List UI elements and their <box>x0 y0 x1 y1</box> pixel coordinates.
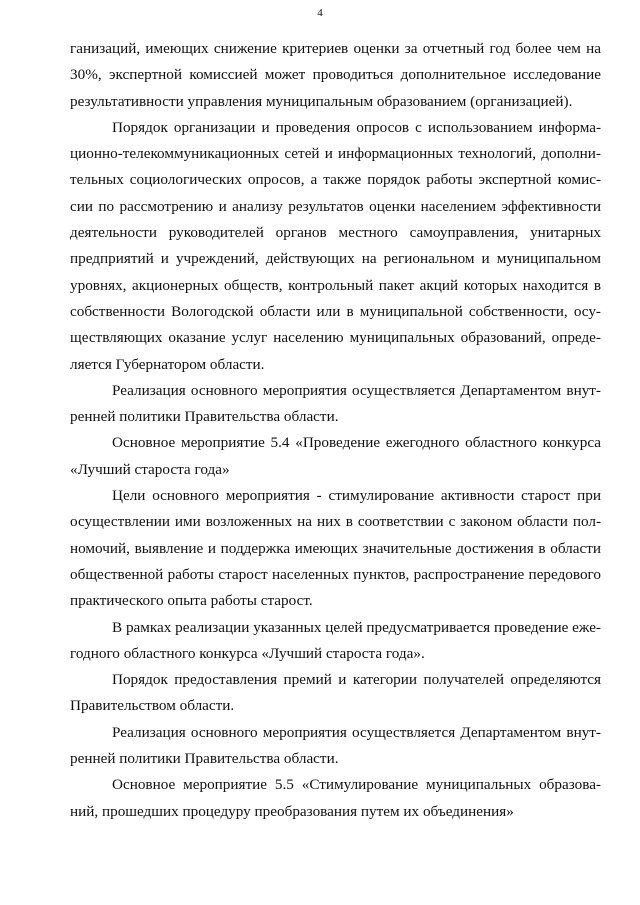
text-line: Цели основного мероприятия - стимулирование активности старост при <box>112 487 601 505</box>
text-line: ренней политики Правительства области. <box>70 750 339 768</box>
text-line: Основное мероприятие 5.5 «Стимулирование муниципальных образова- <box>112 776 601 794</box>
text-line: предприятий и учреждений, действующих на региональном и муниципальном <box>70 250 601 268</box>
text-line: практического опыта работы старост. <box>70 592 313 610</box>
text-line: Порядок предоставления премий и категории получателей определяются <box>112 671 601 689</box>
text-line: Правительством области. <box>70 697 235 715</box>
paragraph <box>70 378 601 431</box>
text-line: ний, прошедших процедуру преобразования путем их объединения» <box>70 802 514 820</box>
paragraph <box>70 667 601 720</box>
text-line: деятельности руководителей органов местного самоуправления, унитарных <box>70 224 601 242</box>
paragraph <box>70 615 601 668</box>
paragraph <box>70 36 601 115</box>
paragraph <box>70 115 601 378</box>
text-line: 30%, экспертной комиссией может проводиться дополнительное исследование <box>70 66 601 84</box>
text-line: Реализация основного мероприятия осуществляется Департаментом внут- <box>112 723 601 741</box>
paragraph <box>70 772 601 825</box>
text-line: Реализация основного мероприятия осуществляется Департаментом внут- <box>112 381 601 399</box>
text-line: Основное мероприятие 5.4 «Проведение ежегодного областного конкурса <box>112 434 601 452</box>
text-line: уровнях, акционерных обществ, контрольный пакет акций которых находится в <box>70 276 601 294</box>
text-line: ляется Губернатором области. <box>70 355 265 373</box>
document-body <box>70 36 601 825</box>
text-line: ренней политики Правительства области. <box>70 408 339 426</box>
text-line: Порядок организации и проведения опросов с использованием информа- <box>112 118 601 136</box>
text-line: собственности Вологодской области или в муниципальной собственности, осу- <box>70 302 601 320</box>
text-line: ционно-телекоммуникационных сетей и информационных технологий, дополни- <box>70 145 601 163</box>
text-line: номочий, выявление и поддержка имеющих значительные достижения в области <box>70 539 601 557</box>
text-line: результативности управления муниципальным образованием (организацией). <box>70 92 573 110</box>
text-line: осуществлении ими возложенных на них в соответствии с законом области пол- <box>70 513 601 531</box>
text-line: общественной работы старост населенных пунктов, распространение передового <box>70 565 601 583</box>
paragraph <box>70 720 601 773</box>
text-line: сии по рассмотрению и анализу результатов оценки населением эффективности <box>70 197 601 215</box>
page-number: 4 <box>317 7 323 19</box>
paragraph <box>70 483 601 614</box>
text-line: В рамках реализации указанных целей предусматривается проведение еже- <box>112 618 601 636</box>
text-line: ганизаций, имеющих снижение критериев оценки за отчетный год более чем на <box>70 40 601 57</box>
text-line: ществляющих оказание услуг населению муниципальных образований, опреде- <box>70 329 601 347</box>
paragraph <box>70 430 601 483</box>
text-line: тельных социологических опросов, а также порядок работы экспертной комис- <box>70 171 601 189</box>
text-line: «Лучший староста года» <box>70 460 230 478</box>
text-line: годного областного конкурса «Лучший староста года». <box>70 644 425 662</box>
